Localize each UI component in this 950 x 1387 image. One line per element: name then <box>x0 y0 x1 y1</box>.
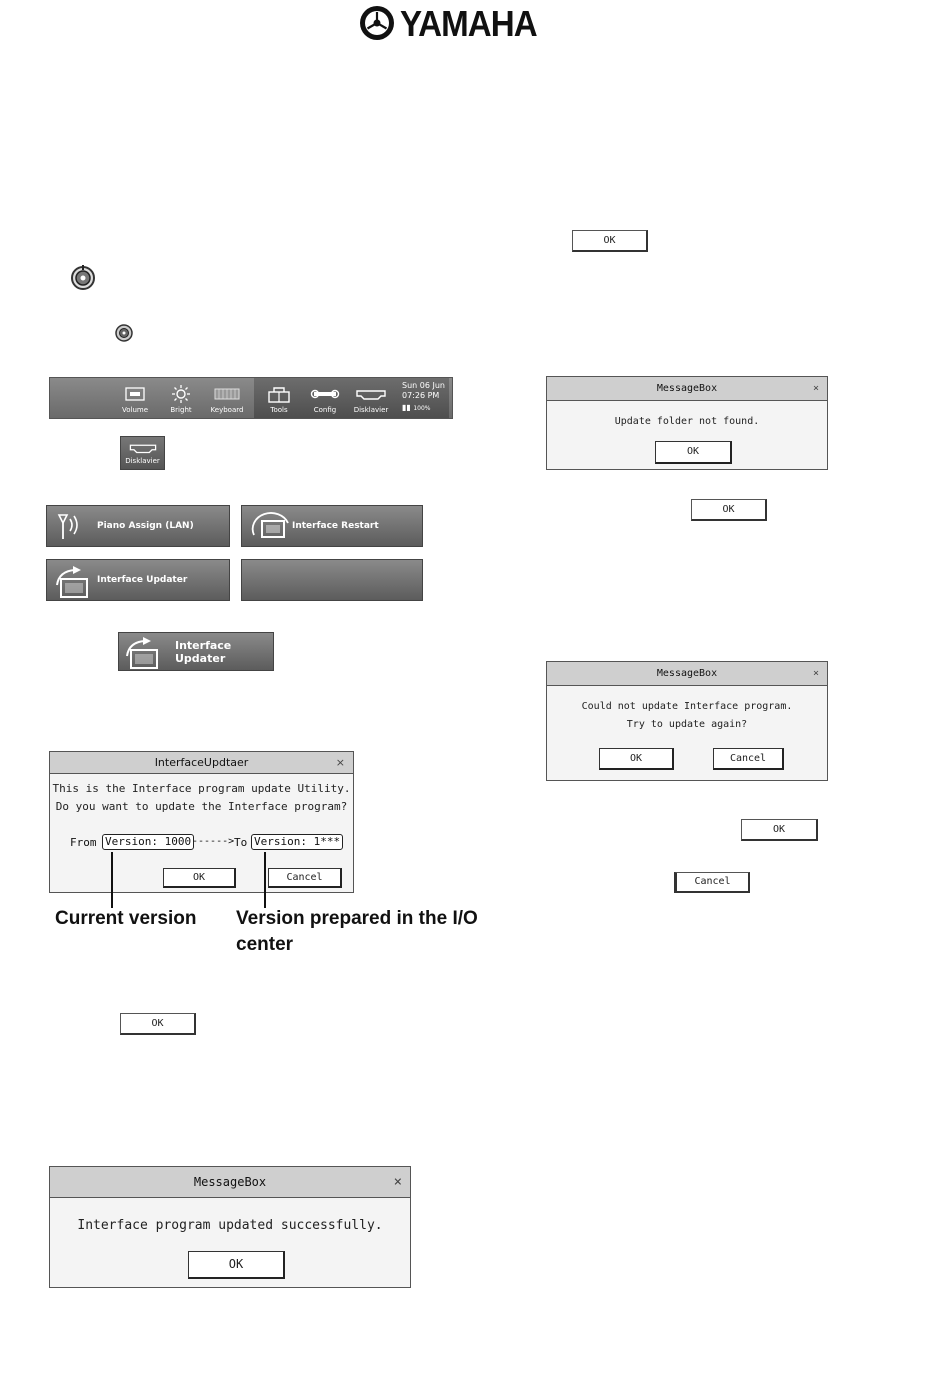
ok-button[interactable]: OK <box>572 230 648 252</box>
disklavier-icon <box>127 439 159 457</box>
brightness-icon <box>170 384 192 404</box>
yamaha-tuning-forks-logo-icon <box>358 4 396 42</box>
dialog-line-2: Do you want to update the Interface program? <box>55 800 348 813</box>
dialog-titlebar <box>547 662 827 686</box>
ok-button[interactable]: OK <box>120 1013 196 1035</box>
dialog-titlebar <box>50 752 353 774</box>
config-icon <box>310 384 340 404</box>
callout-line-current <box>111 852 113 908</box>
version-arrow: ------> <box>192 836 235 847</box>
dialog-title: MessageBox <box>656 383 718 394</box>
interface-restart-icon <box>248 511 292 543</box>
dialog-title: InterfaceUpdtaer <box>154 756 249 769</box>
new-version-box: Version: 1*** <box>251 834 343 850</box>
close-icon[interactable]: × <box>335 756 345 769</box>
dialog-title: MessageBox <box>193 1175 267 1189</box>
close-icon[interactable]: × <box>812 383 819 394</box>
interface-updater-icon <box>123 635 163 671</box>
disklavier-icon <box>354 384 388 404</box>
taskbar <box>49 377 453 419</box>
close-icon[interactable]: × <box>812 668 819 679</box>
not-found-message-box <box>546 376 828 470</box>
dialog-line-1: This is the Interface program update Utility. <box>52 782 351 795</box>
dialog-titlebar <box>50 1167 410 1198</box>
dialog-message: Update folder not found. <box>614 416 760 427</box>
keyboard-icon <box>214 384 240 404</box>
yamaha-logo <box>358 3 537 44</box>
antenna-icon <box>53 511 89 541</box>
tile-empty[interactable] <box>241 559 423 601</box>
cancel-button[interactable]: Cancel <box>674 872 750 893</box>
taskbar-tools[interactable]: Tools <box>256 382 302 418</box>
cancel-button[interactable]: Cancel <box>268 868 342 888</box>
taskbar-bright[interactable]: Bright <box>158 382 204 418</box>
ok-button[interactable]: OK <box>691 499 767 521</box>
dialog-message: Interface program updated successfully. <box>77 1218 383 1233</box>
from-label: From <box>70 836 97 849</box>
tile-interface-updater[interactable]: Interface Updater <box>46 559 230 601</box>
taskbar-time: 07:26 PM <box>402 391 440 400</box>
dialog-titlebar <box>547 377 827 401</box>
dialog-title: MessageBox <box>656 668 718 679</box>
callout-prepared-version: Version prepared in the I/O center <box>236 908 478 955</box>
signal-icon: ▮▮ <box>402 403 411 412</box>
taskbar-status <box>402 381 445 414</box>
interface-updater-dialog <box>49 751 354 893</box>
taskbar-disklavier[interactable]: Disklavier <box>348 382 394 418</box>
to-label: To <box>234 836 248 849</box>
current-version-box: Version: 1000 <box>102 834 194 850</box>
volume-icon <box>124 384 146 404</box>
ok-button[interactable]: OK <box>655 441 732 464</box>
battery-percent: 100% <box>413 405 431 412</box>
small-power-icon <box>114 323 134 343</box>
tile-interface-restart[interactable]: Interface Restart <box>241 505 423 547</box>
power-button-icon <box>68 262 98 292</box>
update-failed-message-box <box>546 661 828 781</box>
ok-button[interactable]: OK <box>599 748 674 770</box>
callout-current-version: Current version <box>55 908 197 929</box>
success-message-box <box>49 1166 411 1288</box>
interface-updater-icon <box>53 565 93 599</box>
dialog-line-1: Could not update Interface program. <box>581 701 793 712</box>
cancel-button[interactable]: Cancel <box>713 748 784 770</box>
close-icon[interactable]: × <box>393 1174 402 1190</box>
taskbar-date: Sun 06 Jun <box>402 381 445 390</box>
ok-button[interactable]: OK <box>163 868 236 888</box>
dialog-line-2: Try to update again? <box>626 719 748 730</box>
tools-icon <box>266 384 292 404</box>
ok-button[interactable]: OK <box>741 819 818 841</box>
tile-piano-assign[interactable]: Piano Assign (LAN) <box>46 505 230 547</box>
taskbar-config[interactable]: Config <box>302 382 348 418</box>
taskbar-keyboard[interactable]: Keyboard <box>204 382 250 418</box>
disklavier-button[interactable]: Disklavier <box>120 436 165 470</box>
logo-wordmark: YAMAHA <box>400 3 537 44</box>
ok-button[interactable]: OK <box>188 1251 285 1279</box>
callout-line-prepared <box>264 852 266 908</box>
interface-updater-button[interactable]: Interface Updater <box>118 632 274 671</box>
taskbar-volume[interactable]: Volume <box>112 382 158 418</box>
